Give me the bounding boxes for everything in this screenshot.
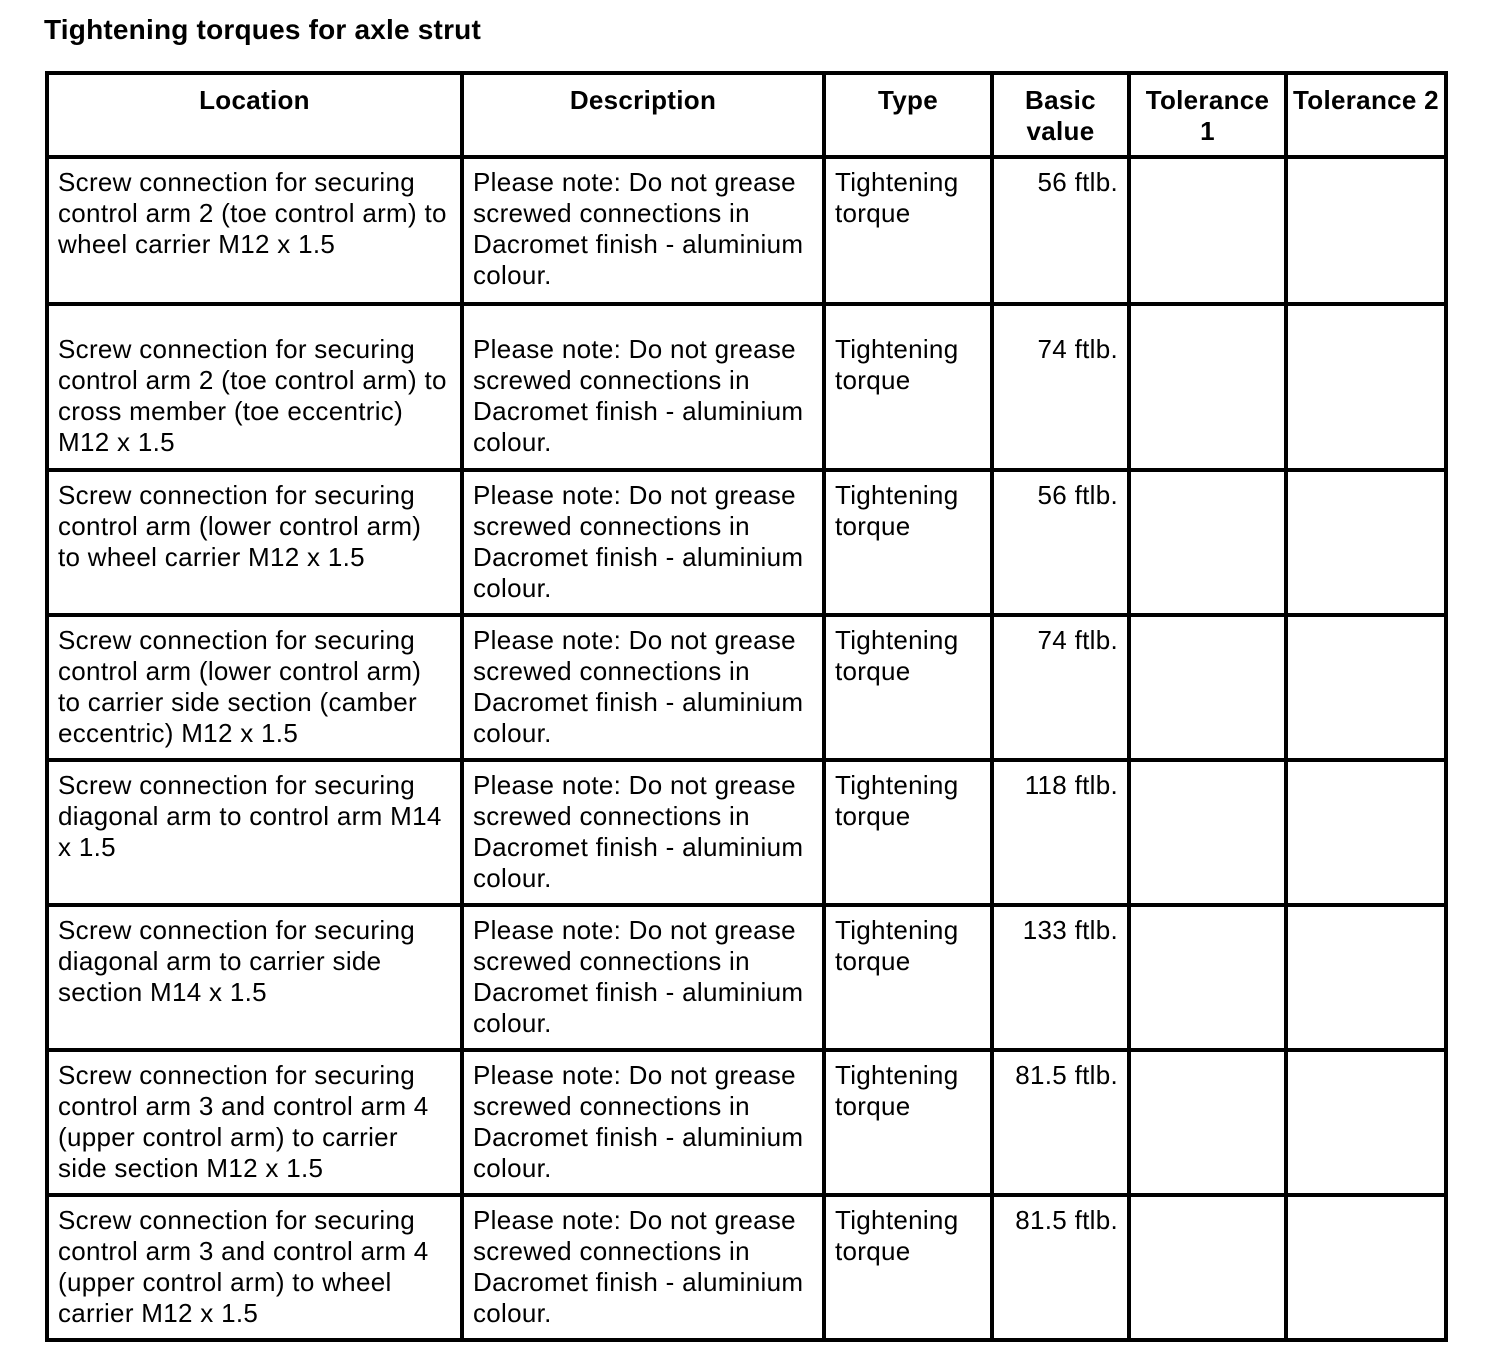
cell-location: Screw connection for securing control arm (lower control arm) to carrier side section (camber eccentric) M12 x 1.5: [47, 615, 462, 760]
table-header-row: [47, 73, 1446, 157]
cell-tolerance-1: [1129, 470, 1286, 615]
table-row: [47, 905, 1446, 1050]
cell-type: Tightening torque: [824, 760, 992, 905]
cell-location: Screw connection for securing control arm 2 (toe control arm) to cross member (toe eccentric) M12 x 1.5: [47, 304, 462, 470]
header-basic-value: Basic value: [992, 73, 1129, 157]
header-tolerance-1: Tolerance 1: [1129, 73, 1286, 157]
cell-type: Tightening torque: [824, 905, 992, 1050]
cell-tolerance-1: [1129, 304, 1286, 470]
cell-tolerance-2: [1286, 157, 1446, 304]
table-row: [47, 157, 1446, 304]
cell-type: Tightening torque: [824, 1195, 992, 1340]
cell-basic-value: 56 ftlb.: [992, 157, 1129, 304]
cell-description: Please note: Do not grease screwed connections in Dacromet finish - aluminium colour.: [462, 1050, 824, 1195]
cell-tolerance-1: [1129, 760, 1286, 905]
cell-tolerance-2: [1286, 1195, 1446, 1340]
cell-tolerance-1: [1129, 1195, 1286, 1340]
table-row: [47, 1195, 1446, 1340]
cell-location: Screw connection for securing diagonal arm to control arm M14 x 1.5: [47, 760, 462, 905]
cell-type: Tightening torque: [824, 470, 992, 615]
cell-location: Screw connection for securing control arm (lower control arm) to wheel carrier M12 x 1.5: [47, 470, 462, 615]
cell-tolerance-2: [1286, 905, 1446, 1050]
header-location: Location: [47, 73, 462, 157]
cell-tolerance-2: [1286, 304, 1446, 470]
cell-description: Please note: Do not grease screwed connections in Dacromet finish - aluminium colour.: [462, 157, 824, 304]
cell-tolerance-1: [1129, 905, 1286, 1050]
table-row: [47, 1050, 1446, 1195]
cell-basic-value: 118 ftlb.: [992, 760, 1129, 905]
cell-location: Screw connection for securing control arm 2 (toe control arm) to wheel carrier M12 x 1.5: [47, 157, 462, 304]
cell-type: Tightening torque: [824, 157, 992, 304]
cell-location: Screw connection for securing control arm 3 and control arm 4 (upper control arm) to wheel carrier M12 x 1.5: [47, 1195, 462, 1340]
cell-tolerance-2: [1286, 1050, 1446, 1195]
header-tolerance-2: Tolerance 2: [1286, 73, 1446, 157]
cell-description: Please note: Do not grease screwed connections in Dacromet finish - aluminium colour.: [462, 1195, 824, 1340]
table-row: [47, 615, 1446, 760]
cell-type: Tightening torque: [824, 304, 992, 470]
table-row: [47, 760, 1446, 905]
cell-tolerance-2: [1286, 760, 1446, 905]
header-type: Type: [824, 73, 992, 157]
cell-basic-value: 133 ftlb.: [992, 905, 1129, 1050]
cell-description: Please note: Do not grease screwed connections in Dacromet finish - aluminium colour.: [462, 470, 824, 615]
cell-basic-value: 74 ftlb.: [992, 304, 1129, 470]
cell-tolerance-1: [1129, 157, 1286, 304]
cell-description: Please note: Do not grease screwed connections in Dacromet finish - aluminium colour.: [462, 304, 824, 470]
cell-tolerance-2: [1286, 615, 1446, 760]
cell-basic-value: 81.5 ftlb.: [992, 1050, 1129, 1195]
cell-tolerance-2: [1286, 470, 1446, 615]
cell-tolerance-1: [1129, 1050, 1286, 1195]
cell-basic-value: 56 ftlb.: [992, 470, 1129, 615]
cell-type: Tightening torque: [824, 1050, 992, 1195]
cell-location: Screw connection for securing diagonal arm to carrier side section M14 x 1.5: [47, 905, 462, 1050]
cell-description: Please note: Do not grease screwed connections in Dacromet finish - aluminium colour.: [462, 615, 824, 760]
torque-table: [45, 71, 1448, 1342]
cell-description: Please note: Do not grease screwed connections in Dacromet finish - aluminium colour.: [462, 905, 824, 1050]
cell-description: Please note: Do not grease screwed connections in Dacromet finish - aluminium colour.: [462, 760, 824, 905]
document-title: Tightening torques for axle strut: [44, 14, 482, 45]
cell-basic-value: 74 ftlb.: [992, 615, 1129, 760]
header-description: Description: [462, 73, 824, 157]
table-row: [47, 304, 1446, 470]
cell-type: Tightening torque: [824, 615, 992, 760]
cell-tolerance-1: [1129, 615, 1286, 760]
table-row: [47, 470, 1446, 615]
cell-location: Screw connection for securing control arm 3 and control arm 4 (upper control arm) to carrier side section M12 x 1.5: [47, 1050, 462, 1195]
cell-basic-value: 81.5 ftlb.: [992, 1195, 1129, 1340]
